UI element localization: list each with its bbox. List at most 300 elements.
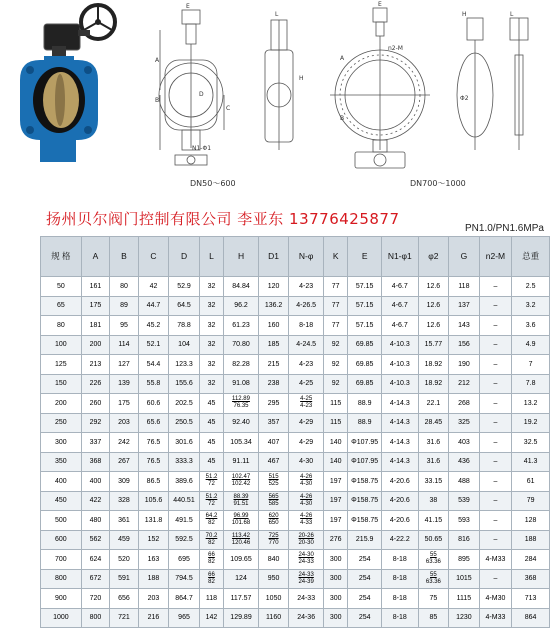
- column-header: 总重: [512, 237, 550, 277]
- cell-value-line: 82: [208, 520, 215, 527]
- cell-value-line: 120.46: [231, 539, 251, 546]
- table-cell: 250.5: [169, 413, 200, 433]
- table-cell: 32: [199, 296, 223, 316]
- table-row: [41, 608, 550, 628]
- table-cell: 325: [449, 413, 480, 433]
- svg-text:n2-M: n2-M: [388, 45, 403, 52]
- cell-value-line: 650: [268, 520, 279, 527]
- table-cell: –: [479, 452, 512, 472]
- table-cell: 50.65: [418, 530, 449, 550]
- table-cell: 4-6.7: [381, 296, 418, 316]
- table-cell: –: [479, 511, 512, 531]
- table-cell: 4-M30: [479, 589, 512, 609]
- table-cell: 140: [323, 452, 347, 472]
- table-cell: [199, 550, 223, 570]
- cell-value-line: 55: [430, 571, 437, 578]
- table-cell: Φ158.75: [348, 472, 382, 492]
- table-cell: 95: [110, 316, 139, 336]
- table-cell: 77: [323, 296, 347, 316]
- table-cell: 155.6: [169, 374, 200, 394]
- company-contact: 扬州贝尔阀门控制有限公司 李亚东 13776425877: [46, 210, 400, 228]
- table-cell: 864.7: [169, 589, 200, 609]
- svg-text:E: E: [378, 1, 382, 8]
- table-cell: [289, 569, 324, 589]
- cell-value-line: 4-23: [300, 403, 313, 410]
- cell-value-line: 620: [268, 513, 279, 520]
- table-header-row: [41, 237, 550, 277]
- table-cell: 1015: [449, 569, 480, 589]
- table-cell: Φ107.95: [348, 452, 382, 472]
- table-cell: 41.15: [418, 511, 449, 531]
- table-cell: 254: [348, 569, 382, 589]
- table-cell: 216: [138, 608, 169, 628]
- svg-text:L: L: [510, 11, 514, 18]
- table-cell: 161: [81, 277, 110, 297]
- table-cell: 89: [110, 296, 139, 316]
- table-row: [41, 355, 550, 375]
- dimension-table: [40, 236, 550, 628]
- table-cell: 4-10.3: [381, 374, 418, 394]
- table-cell: –: [479, 277, 512, 297]
- svg-text:A: A: [155, 57, 160, 64]
- cell-value-line: 72: [208, 500, 215, 507]
- cell-value-line: 82: [208, 539, 215, 546]
- table-cell: 1050: [258, 589, 289, 609]
- table-cell: 129.89: [224, 608, 259, 628]
- table-cell: 4-M33: [479, 550, 512, 570]
- table-cell: 361: [110, 511, 139, 531]
- table-cell: [224, 491, 259, 511]
- svg-text:L: L: [275, 11, 279, 18]
- cell-value-line: 770: [268, 539, 279, 546]
- column-header: H: [224, 237, 259, 277]
- table-cell: [418, 550, 449, 570]
- table-cell: 400: [81, 472, 110, 492]
- table-cell: 368: [81, 452, 110, 472]
- cell-value-line: 4-33: [300, 520, 313, 527]
- table-cell: 250: [41, 413, 82, 433]
- table-row: [41, 374, 550, 394]
- table-cell: 368: [512, 569, 550, 589]
- table-cell: 480: [81, 511, 110, 531]
- table-cell: 254: [348, 589, 382, 609]
- table-cell: –: [479, 355, 512, 375]
- table-cell: 44.7: [138, 296, 169, 316]
- cell-value-line: 24-30: [298, 552, 314, 559]
- table-cell: 4-14.3: [381, 394, 418, 414]
- table-cell: 800: [41, 569, 82, 589]
- table-cell: 32: [199, 374, 223, 394]
- table-cell: 175: [81, 296, 110, 316]
- table-cell: 12.6: [418, 277, 449, 297]
- table-cell: [258, 530, 289, 550]
- table-cell: 117.57: [224, 589, 259, 609]
- table-cell: Φ158.75: [348, 491, 382, 511]
- table-cell: 200: [41, 394, 82, 414]
- table-cell: 124: [224, 569, 259, 589]
- table-cell: 459: [110, 530, 139, 550]
- table-cell: 672: [81, 569, 110, 589]
- table-cell: 215: [258, 355, 289, 375]
- table-cell: 4-6.7: [381, 277, 418, 297]
- table-cell: [418, 569, 449, 589]
- table-cell: –: [479, 296, 512, 316]
- table-cell: 92: [323, 355, 347, 375]
- table-cell: –: [479, 433, 512, 453]
- table-cell: 156: [449, 335, 480, 355]
- table-cell: 1160: [258, 608, 289, 628]
- table-cell: 4-10.3: [381, 335, 418, 355]
- table-cell: 32: [199, 316, 223, 336]
- table-cell: 140: [323, 433, 347, 453]
- cell-value-line: 72: [208, 481, 215, 488]
- cell-value-line: 63.36: [425, 559, 441, 566]
- table-cell: 4-26.5: [289, 296, 324, 316]
- cell-value-line: 64.2: [205, 513, 218, 520]
- cell-value-line: 70.2: [205, 532, 218, 539]
- table-row: [41, 413, 550, 433]
- cell-value-line: 4-26: [300, 493, 313, 500]
- table-cell: 120: [258, 277, 289, 297]
- table-cell: 84.84: [224, 277, 259, 297]
- table-cell: 8-18: [381, 569, 418, 589]
- table-cell: 7: [512, 355, 550, 375]
- table-cell: 28.45: [418, 413, 449, 433]
- cell-value-line: 82: [208, 559, 215, 566]
- table-cell: 45: [199, 394, 223, 414]
- table-cell: 197: [323, 511, 347, 531]
- table-cell: 309: [110, 472, 139, 492]
- svg-text:B: B: [340, 115, 345, 122]
- column-header: E: [348, 237, 382, 277]
- cell-value-line: 55: [430, 552, 437, 559]
- table-cell: –: [479, 374, 512, 394]
- cell-value-line: 66: [208, 552, 215, 559]
- table-cell: 491.5: [169, 511, 200, 531]
- table-cell: 268: [449, 394, 480, 414]
- table-cell: 22.1: [418, 394, 449, 414]
- table-cell: [224, 394, 259, 414]
- column-header: B: [110, 237, 139, 277]
- table-cell: 92: [323, 335, 347, 355]
- table-cell: 118: [199, 589, 223, 609]
- cell-value-line: 91.51: [233, 500, 249, 507]
- cell-value-line: 63.36: [425, 578, 441, 585]
- table-cell: 114: [110, 335, 139, 355]
- cell-value-line: 88.39: [233, 493, 249, 500]
- product-drawings: [0, 0, 559, 192]
- table-cell: 4.9: [512, 335, 550, 355]
- column-header: n2-M: [479, 237, 512, 277]
- table-row: [41, 277, 550, 297]
- table-cell: 562: [81, 530, 110, 550]
- table-cell: 61.23: [224, 316, 259, 336]
- table-row: [41, 433, 550, 453]
- table-cell: –: [479, 413, 512, 433]
- table-cell: 197: [323, 491, 347, 511]
- table-cell: –: [479, 491, 512, 511]
- svg-text:N1-Φ1: N1-Φ1: [192, 145, 212, 152]
- table-cell: –: [479, 472, 512, 492]
- cell-value-line: 20-30: [298, 539, 314, 546]
- table-cell: 624: [81, 550, 110, 570]
- table-cell: 88.9: [348, 394, 382, 414]
- table-cell: 4-24.5: [289, 335, 324, 355]
- table-cell: 85: [418, 608, 449, 628]
- table-cell: 238: [258, 374, 289, 394]
- table-cell: 69.85: [348, 335, 382, 355]
- table-cell: 800: [81, 608, 110, 628]
- table-row: [41, 589, 550, 609]
- table-cell: 4-29: [289, 413, 324, 433]
- table-cell: 45: [199, 433, 223, 453]
- table-cell: 4-M33: [479, 608, 512, 628]
- cell-value-line: 51.2: [205, 493, 218, 500]
- table-cell: 4-23: [289, 355, 324, 375]
- table-cell: 301.6: [169, 433, 200, 453]
- table-cell: 4-23: [289, 277, 324, 297]
- table-cell: 8-18: [289, 316, 324, 336]
- table-cell: 76.5: [138, 452, 169, 472]
- drawing-dn50-600: [159, 10, 293, 165]
- table-cell: 213: [81, 355, 110, 375]
- table-cell: 12.6: [418, 296, 449, 316]
- table-cell: 131.8: [138, 511, 169, 531]
- cell-value-line: 4-30: [300, 481, 313, 488]
- column-header: 规 格: [41, 237, 82, 277]
- column-header: L: [199, 237, 223, 277]
- table-cell: 52.9: [169, 277, 200, 297]
- table-cell: 267: [110, 452, 139, 472]
- table-cell: 181: [81, 316, 110, 336]
- table-cell: 212: [449, 374, 480, 394]
- table-cell: [289, 491, 324, 511]
- table-cell: 539: [449, 491, 480, 511]
- table-cell: 203: [110, 413, 139, 433]
- table-cell: 105.6: [138, 491, 169, 511]
- table-cell: 592.5: [169, 530, 200, 550]
- table-cell: 4-6.7: [381, 316, 418, 336]
- table-row: [41, 569, 550, 589]
- table-cell: 864: [512, 608, 550, 628]
- table-cell: [258, 511, 289, 531]
- table-cell: 185: [258, 335, 289, 355]
- table-cell: 407: [258, 433, 289, 453]
- table-cell: 200: [81, 335, 110, 355]
- table-cell: [199, 569, 223, 589]
- table-cell: 488: [449, 472, 480, 492]
- table-cell: [289, 472, 324, 492]
- table-cell: 42: [138, 277, 169, 297]
- table-row: [41, 530, 550, 550]
- table-cell: 8-18: [381, 550, 418, 570]
- table-cell: 19.2: [512, 413, 550, 433]
- table-cell: 720: [81, 589, 110, 609]
- svg-text:Φ2: Φ2: [460, 95, 469, 102]
- table-cell: 2.5: [512, 277, 550, 297]
- pressure-rating: PN1.0/PN1.6MPa: [465, 223, 544, 234]
- cell-value-line: 113.42: [232, 532, 250, 539]
- table-cell: [289, 394, 324, 414]
- drawing-dn700-1000: [330, 8, 528, 168]
- table-cell: 436: [449, 452, 480, 472]
- table-cell: 100: [41, 335, 82, 355]
- table-cell: 38: [418, 491, 449, 511]
- table-cell: 12.6: [418, 316, 449, 336]
- column-header: φ2: [418, 237, 449, 277]
- table-row: [41, 394, 550, 414]
- table-cell: 77: [323, 277, 347, 297]
- table-cell: 163: [138, 550, 169, 570]
- cell-value-line: 515: [268, 474, 279, 481]
- table-cell: [224, 530, 259, 550]
- table-cell: 337: [81, 433, 110, 453]
- table-cell: 295: [258, 394, 289, 414]
- table-cell: 276: [323, 530, 347, 550]
- table-cell: 33.15: [418, 472, 449, 492]
- table-cell: 4-14.3: [381, 433, 418, 453]
- table-cell: 4-14.3: [381, 413, 418, 433]
- table-cell: 895: [449, 550, 480, 570]
- table-cell: 57.15: [348, 277, 382, 297]
- column-header: N-φ: [289, 237, 324, 277]
- table-cell: 350: [41, 452, 82, 472]
- column-header: A: [81, 237, 110, 277]
- column-header: D1: [258, 237, 289, 277]
- table-cell: 4-20.6: [381, 472, 418, 492]
- table-cell: 150: [41, 374, 82, 394]
- table-cell: 403: [449, 433, 480, 453]
- table-cell: 840: [258, 550, 289, 570]
- table-cell: 4-30: [289, 452, 324, 472]
- table-cell: 128: [512, 511, 550, 531]
- svg-text:D: D: [199, 91, 204, 98]
- table-cell: 203: [138, 589, 169, 609]
- table-cell: 695: [169, 550, 200, 570]
- table-cell: 54.4: [138, 355, 169, 375]
- column-header: C: [138, 237, 169, 277]
- table-cell: 175: [110, 394, 139, 414]
- table-row: [41, 511, 550, 531]
- table-cell: 7.8: [512, 374, 550, 394]
- table-cell: 13.2: [512, 394, 550, 414]
- table-cell: 188: [138, 569, 169, 589]
- table-cell: 202.5: [169, 394, 200, 414]
- table-cell: 65.6: [138, 413, 169, 433]
- table-cell: 816: [449, 530, 480, 550]
- table-cell: [199, 491, 223, 511]
- table-cell: 118: [449, 277, 480, 297]
- table-cell: 1000: [41, 608, 82, 628]
- table-cell: 15.77: [418, 335, 449, 355]
- table-cell: [289, 530, 324, 550]
- table-cell: 600: [41, 530, 82, 550]
- table-cell: 57.15: [348, 296, 382, 316]
- table-cell: 55.8: [138, 374, 169, 394]
- table-cell: 115: [323, 413, 347, 433]
- table-cell: 31.6: [418, 433, 449, 453]
- table-cell: 80: [110, 277, 139, 297]
- cell-value-line: 24-33: [298, 571, 314, 578]
- cell-value-line: 525: [268, 481, 279, 488]
- table-row: [41, 491, 550, 511]
- table-cell: 136.2: [258, 296, 289, 316]
- table-cell: 4-10.3: [381, 355, 418, 375]
- cell-value-line: 66: [208, 571, 215, 578]
- table-cell: Φ158.75: [348, 511, 382, 531]
- drawings-area: [0, 0, 559, 192]
- table-cell: 96.2: [224, 296, 259, 316]
- table-cell: 52.1: [138, 335, 169, 355]
- cell-value-line: 102.47: [231, 474, 251, 481]
- column-header: D: [169, 237, 200, 277]
- table-cell: [258, 472, 289, 492]
- cell-value-line: 585: [268, 500, 279, 507]
- column-header: G: [449, 237, 480, 277]
- table-cell: 260: [81, 394, 110, 414]
- table-cell: 389.6: [169, 472, 200, 492]
- table-cell: 300: [323, 608, 347, 628]
- table-cell: 8-18: [381, 589, 418, 609]
- table-cell: 18.92: [418, 374, 449, 394]
- cell-value-line: 20-26: [298, 532, 314, 539]
- table-cell: 4-22.2: [381, 530, 418, 550]
- table-cell: 127: [110, 355, 139, 375]
- table-cell: 105.34: [224, 433, 259, 453]
- table-cell: 18.92: [418, 355, 449, 375]
- table-cell: 79: [512, 491, 550, 511]
- svg-text:E: E: [186, 3, 190, 10]
- table-cell: 91.08: [224, 374, 259, 394]
- cell-value-line: 725: [268, 532, 279, 539]
- table-cell: 292: [81, 413, 110, 433]
- cell-value-line: 82: [208, 578, 215, 585]
- table-cell: 69.85: [348, 374, 382, 394]
- table-cell: 32: [199, 355, 223, 375]
- table-cell: 8-18: [381, 608, 418, 628]
- table-cell: 109.65: [224, 550, 259, 570]
- table-cell: 24-36: [289, 608, 324, 628]
- table-cell: 86.5: [138, 472, 169, 492]
- table-cell: 1230: [449, 608, 480, 628]
- table-cell: 700: [41, 550, 82, 570]
- table-cell: 284: [512, 550, 550, 570]
- table-cell: 713: [512, 589, 550, 609]
- table-cell: Φ107.95: [348, 433, 382, 453]
- table-cell: 65: [41, 296, 82, 316]
- table-cell: 254: [348, 550, 382, 570]
- table-cell: [199, 472, 223, 492]
- cell-value-line: 4-26: [300, 513, 313, 520]
- table-cell: [258, 491, 289, 511]
- table-cell: 593: [449, 511, 480, 531]
- table-cell: 4-14.3: [381, 452, 418, 472]
- table-cell: 57.15: [348, 316, 382, 336]
- table-cell: 500: [41, 511, 82, 531]
- table-cell: [289, 550, 324, 570]
- table-cell: 32.5: [512, 433, 550, 453]
- table-cell: 440.51: [169, 491, 200, 511]
- caption-dn50-600: DN50～600: [190, 179, 236, 188]
- cell-value-line: 96.99: [233, 513, 249, 520]
- table-cell: 450: [41, 491, 82, 511]
- caption-dn700-1000: DN700～1000: [410, 179, 466, 188]
- svg-text:H: H: [462, 11, 467, 18]
- table-cell: 123.3: [169, 355, 200, 375]
- svg-text:B: B: [155, 97, 160, 104]
- table-cell: 333.3: [169, 452, 200, 472]
- table-cell: 4-20.6: [381, 491, 418, 511]
